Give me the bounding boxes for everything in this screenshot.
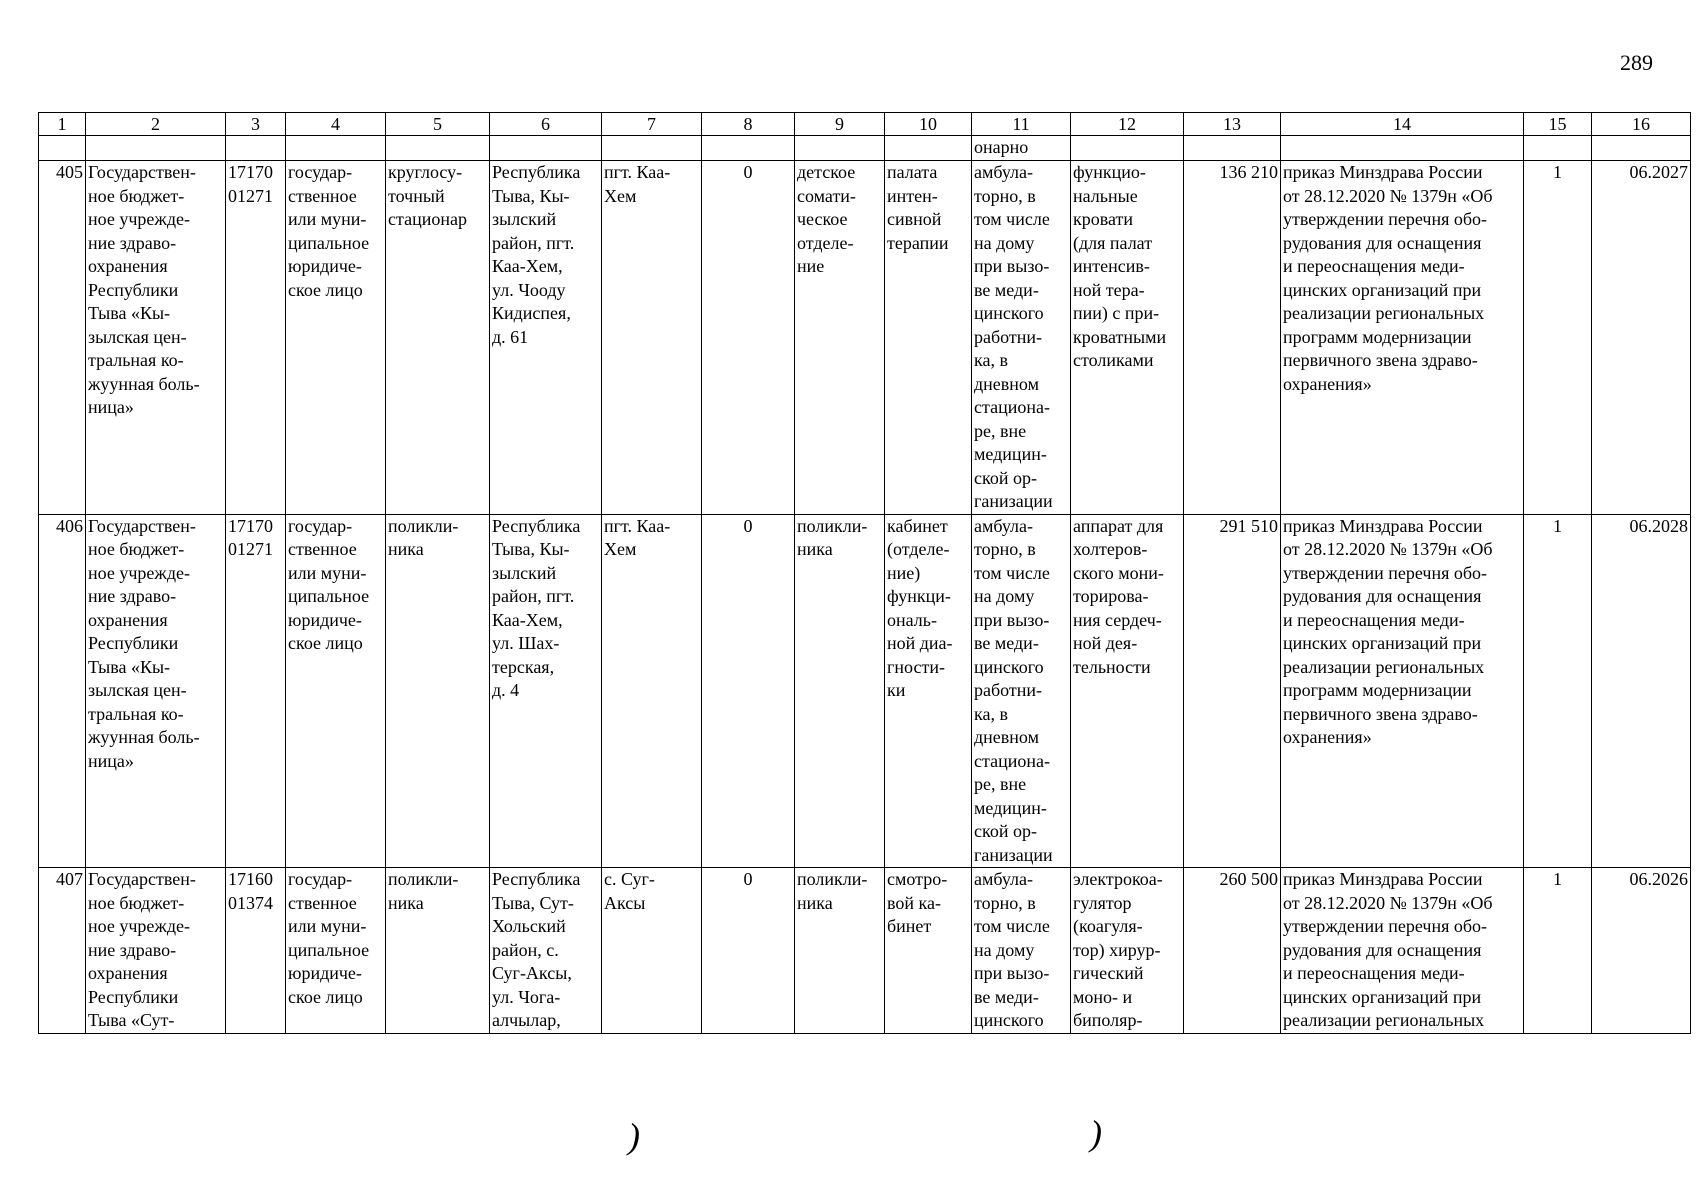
page-number: 289	[1620, 50, 1653, 75]
date: 06.2028	[1592, 514, 1691, 868]
header-row	[39, 113, 1691, 136]
margin-mark: )	[628, 1116, 640, 1156]
institution-name: Государствен- ное бюджет- ное учрежде- ние здраво- охранения Республики Тыва «Кы- зылская цен- тральная ко- жуунная боль- ница»	[86, 514, 226, 868]
care-conditions: амбула- торно, в том числе на дому при вызо- ве меди- цинского работни- ка, в дневном стациона- ре, вне медицин- ской ор- ганизации	[972, 514, 1071, 868]
date: 06.2027	[1592, 161, 1691, 515]
column-header: 3	[226, 113, 286, 136]
address: Республика Тыва, Сут- Хольский район, с. Суг-Аксы, ул. Чога- алчылар,	[490, 868, 602, 1034]
date: 06.2026	[1592, 868, 1691, 1034]
column-header: 15	[1524, 113, 1592, 136]
value-col8: 0	[702, 514, 795, 868]
department: поликли- ника	[795, 514, 885, 868]
column-header: 13	[1184, 113, 1281, 136]
continuation-cell	[1184, 136, 1281, 161]
continuation-cell	[702, 136, 795, 161]
organization-type: государ- ственное или муни- ципальное юридиче- ское лицо	[286, 868, 386, 1034]
column-header: 10	[885, 113, 972, 136]
continuation-cell	[1592, 136, 1691, 161]
unit-type: круглосу- точный стационар	[386, 161, 490, 515]
organization-type: государ- ственное или муни- ципальное юридиче- ское лицо	[286, 161, 386, 515]
table-row	[39, 868, 1691, 1034]
unit-type: поликли- ника	[386, 868, 490, 1034]
continuation-cell	[1524, 136, 1592, 161]
column-header: 16	[1592, 113, 1691, 136]
room: кабинет (отделе- ние) функци- ональ- ной диа- гности- ки	[885, 514, 972, 868]
equipment-name: функцио- нальные кровати (для палат интенсив- ной тера- пии) с при- кроватными столиками	[1071, 161, 1184, 515]
continuation-cell	[386, 136, 490, 161]
quantity: 1	[1524, 161, 1592, 515]
continuation-cell: онарно	[972, 136, 1071, 161]
institution-name: Государствен- ное бюджет- ное учрежде- ние здраво- охранения Республики Тыва «Сут-	[86, 868, 226, 1034]
row-number: 406	[39, 514, 86, 868]
column-header: 4	[286, 113, 386, 136]
column-header: 1	[39, 113, 86, 136]
continuation-cell	[86, 136, 226, 161]
column-header: 12	[1071, 113, 1184, 136]
department: детское сомати- ческое отделе- ние	[795, 161, 885, 515]
unit-type: поликли- ника	[386, 514, 490, 868]
institution-code: 17170 01271	[226, 514, 286, 868]
continuation-cell	[1281, 136, 1524, 161]
continuation-cell	[286, 136, 386, 161]
institution-code: 17170 01271	[226, 161, 286, 515]
locality: с. Суг- Аксы	[602, 868, 702, 1034]
column-header: 14	[1281, 113, 1524, 136]
quantity: 1	[1524, 514, 1592, 868]
column-header: 5	[386, 113, 490, 136]
column-header: 6	[490, 113, 602, 136]
continuation-cell	[1071, 136, 1184, 161]
continuation-cell	[490, 136, 602, 161]
organization-type: государ- ственное или муни- ципальное юридиче- ское лицо	[286, 514, 386, 868]
table-row	[39, 514, 1691, 868]
order-reference: приказ Минздрава России от 28.12.2020 № 1379н «Об утверждении перечня обо- рудования для оснащения и переоснащения меди- цинских организаций при реализации региональных программ модернизации первичного звена здраво- охранения»	[1281, 161, 1524, 515]
column-header: 8	[702, 113, 795, 136]
value-col8: 0	[702, 161, 795, 515]
row-number: 407	[39, 868, 86, 1034]
care-conditions: амбула- торно, в том числе на дому при вызо- ве меди- цинского работни- ка, в дневном стациона- ре, вне медицин- ской ор- ганизации	[972, 161, 1071, 515]
table-row	[39, 161, 1691, 515]
cost: 291 510	[1184, 514, 1281, 868]
equipment-name: электрокоа- гулятор (коагуля- тор) хирур- гический моно- и биполяр-	[1071, 868, 1184, 1034]
continuation-cell	[39, 136, 86, 161]
continuation-cell	[795, 136, 885, 161]
column-header: 7	[602, 113, 702, 136]
order-reference: приказ Минздрава России от 28.12.2020 № 1379н «Об утверждении перечня обо- рудования для оснащения и переоснащения меди- цинских организаций при реализации региональных	[1281, 868, 1524, 1034]
care-conditions: амбула- торно, в том числе на дому при вызо- ве меди- цинского	[972, 868, 1071, 1034]
continuation-cell	[602, 136, 702, 161]
department: поликли- ника	[795, 868, 885, 1034]
address: Республика Тыва, Кы- зылский район, пгт. Каа-Хем, ул. Чооду Кидиспея, д. 61	[490, 161, 602, 515]
column-header: 9	[795, 113, 885, 136]
column-header: 2	[86, 113, 226, 136]
column-header: 11	[972, 113, 1071, 136]
quantity: 1	[1524, 868, 1592, 1034]
continuation-row	[39, 136, 1691, 161]
equipment-name: аппарат для холтеров- ского мони- торирова- ния сердеч- ной дея- тельности	[1071, 514, 1184, 868]
order-reference: приказ Минздрава России от 28.12.2020 № 1379н «Об утверждении перечня обо- рудования для оснащения и переоснащения меди- цинских организаций при реализации региональных программ модернизации первичного звена здраво- охранения»	[1281, 514, 1524, 868]
cost: 136 210	[1184, 161, 1281, 515]
equipment-table	[38, 112, 1691, 1034]
row-number: 405	[39, 161, 86, 515]
locality: пгт. Каа- Хем	[602, 161, 702, 515]
institution-name: Государствен- ное бюджет- ное учрежде- ние здраво- охранения Республики Тыва «Кы- зылская цен- тральная ко- жуунная боль- ница»	[86, 161, 226, 515]
address: Республика Тыва, Кы- зылский район, пгт. Каа-Хем, ул. Шах- терская, д. 4	[490, 514, 602, 868]
continuation-cell	[226, 136, 286, 161]
locality: пгт. Каа- Хем	[602, 514, 702, 868]
room: палата интен- сивной терапии	[885, 161, 972, 515]
margin-mark: )	[1090, 1113, 1102, 1153]
room: смотро- вой ка- бинет	[885, 868, 972, 1034]
cost: 260 500	[1184, 868, 1281, 1034]
value-col8: 0	[702, 868, 795, 1034]
continuation-cell	[885, 136, 972, 161]
institution-code: 17160 01374	[226, 868, 286, 1034]
